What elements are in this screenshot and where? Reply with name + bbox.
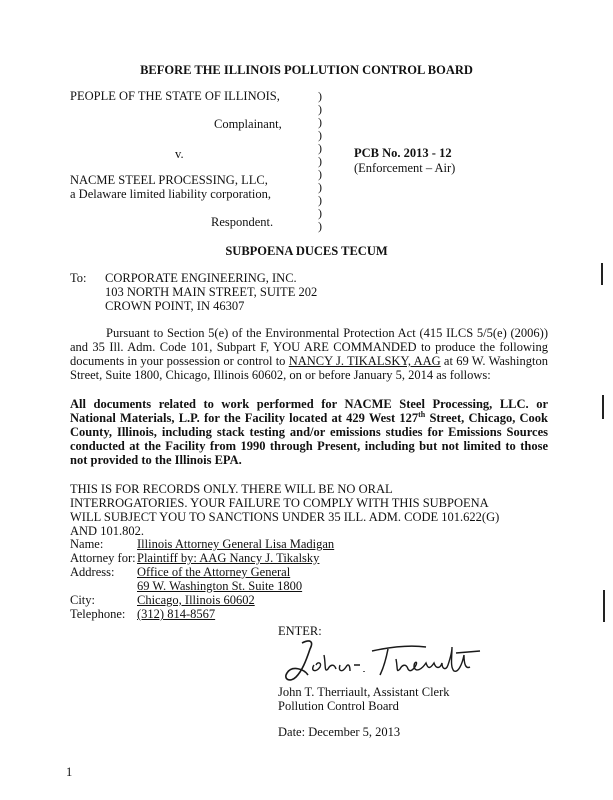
command-text-before: Pursuant to Section 5(e) of the Environmental Protection Act (415 ILCS 5/5(e) (2006)) and 35 Ill. Adm. Code 101, Subpart F, YOU ARE COMMANDED to produce the following documents in your possession or control to xyxy=(70,326,548,368)
ordinal-suffix: th xyxy=(418,409,426,419)
city-value: Chicago, Illinois 60602 xyxy=(137,593,255,607)
telephone-label: Telephone: xyxy=(70,607,126,621)
recipient-street: 103 NORTH MAIN STREET, SUITE 202 xyxy=(105,285,318,299)
scan-mark xyxy=(601,263,603,285)
documents-request-paragraph xyxy=(70,397,548,467)
address-line-1: Office of the Attorney General xyxy=(137,565,291,579)
case-type: (Enforcement – Air) xyxy=(354,161,456,175)
clerk-organization: Pollution Control Board xyxy=(278,699,399,713)
name-label: Name: xyxy=(70,537,104,551)
plaintiff-role: Complainant, xyxy=(214,117,282,131)
request-text-after: Street, Chicago, Cook County, Illinois, including stack testing and/or emissions studies for Emissions Sources conducted at the Facility from 1990 through Present, including but not limited to those not provided to the Illinois EPA. xyxy=(70,411,548,467)
recipient-name: CORPORATE ENGINEERING, INC. xyxy=(105,271,297,285)
subpoena-title: SUBPOENA DUCES TECUM xyxy=(225,244,388,258)
request-text-before: All documents related to work performed for NACME Steel Processing, LLC. or National Materials, L.P. for the Facility located at 429 West 127 xyxy=(70,397,548,425)
caption-parentheses: ) ) ) ) ) ) ) ) ) ) ) xyxy=(318,89,322,233)
command-text-after: at 69 W. Washington Street, Suite 1800, Chicago, Illinois 60602, on or before January 5, 2014 as follows: xyxy=(70,354,548,382)
defendant-description: a Delaware limited liability corporation, xyxy=(70,187,271,201)
plaintiff-name: PEOPLE OF THE STATE OF ILLINOIS, xyxy=(70,89,280,103)
enter-label: ENTER: xyxy=(278,624,322,638)
document-title: BEFORE THE ILLINOIS POLLUTION CONTROL BOARD xyxy=(140,63,473,77)
telephone-value: (312) 814-8567 xyxy=(137,607,216,621)
attorney-label: Attorney for: xyxy=(70,551,136,565)
issue-date: Date: December 5, 2013 xyxy=(278,725,401,739)
warning-paragraph: THIS IS FOR RECORDS ONLY. THERE WILL BE NO ORAL INTERROGATORIES. YOUR FAILURE TO COMPLY WITH THIS SUBPOENA WILL SUBJECT YOU TO SANCTIONS UNDER 35 ILL. ADM. CODE 101.622(G) AND 101.802. xyxy=(70,482,500,538)
address-line-2: 69 W. Washington St. Suite 1800 xyxy=(137,579,303,593)
clerk-name: John T. Therriault, Assistant Clerk xyxy=(278,685,450,699)
attorney-value: Plaintiff by: AAG Nancy J. Tikalsky xyxy=(137,551,320,565)
page-number: 1 xyxy=(66,765,73,779)
to-label: To: xyxy=(70,271,87,285)
address-label: Address: xyxy=(70,565,115,579)
recipient-city: CROWN POINT, IN 46307 xyxy=(105,299,245,313)
case-number: PCB No. 2013 - 12 xyxy=(354,146,452,160)
name-value: Illinois Attorney General Lisa Madigan xyxy=(137,537,335,551)
signature-scribble-icon xyxy=(280,635,490,685)
attorney-name-underlined: NANCY J. TIKALSKY, AAG xyxy=(288,354,441,368)
handwritten-signature xyxy=(280,635,490,685)
scan-mark xyxy=(602,395,604,419)
city-label: City: xyxy=(70,593,96,607)
versus-label: v. xyxy=(175,147,184,161)
defendant-role: Respondent. xyxy=(211,215,274,229)
defendant-name: NACME STEEL PROCESSING, LLC, xyxy=(70,173,268,187)
scan-mark xyxy=(603,590,605,622)
command-paragraph xyxy=(70,326,548,382)
